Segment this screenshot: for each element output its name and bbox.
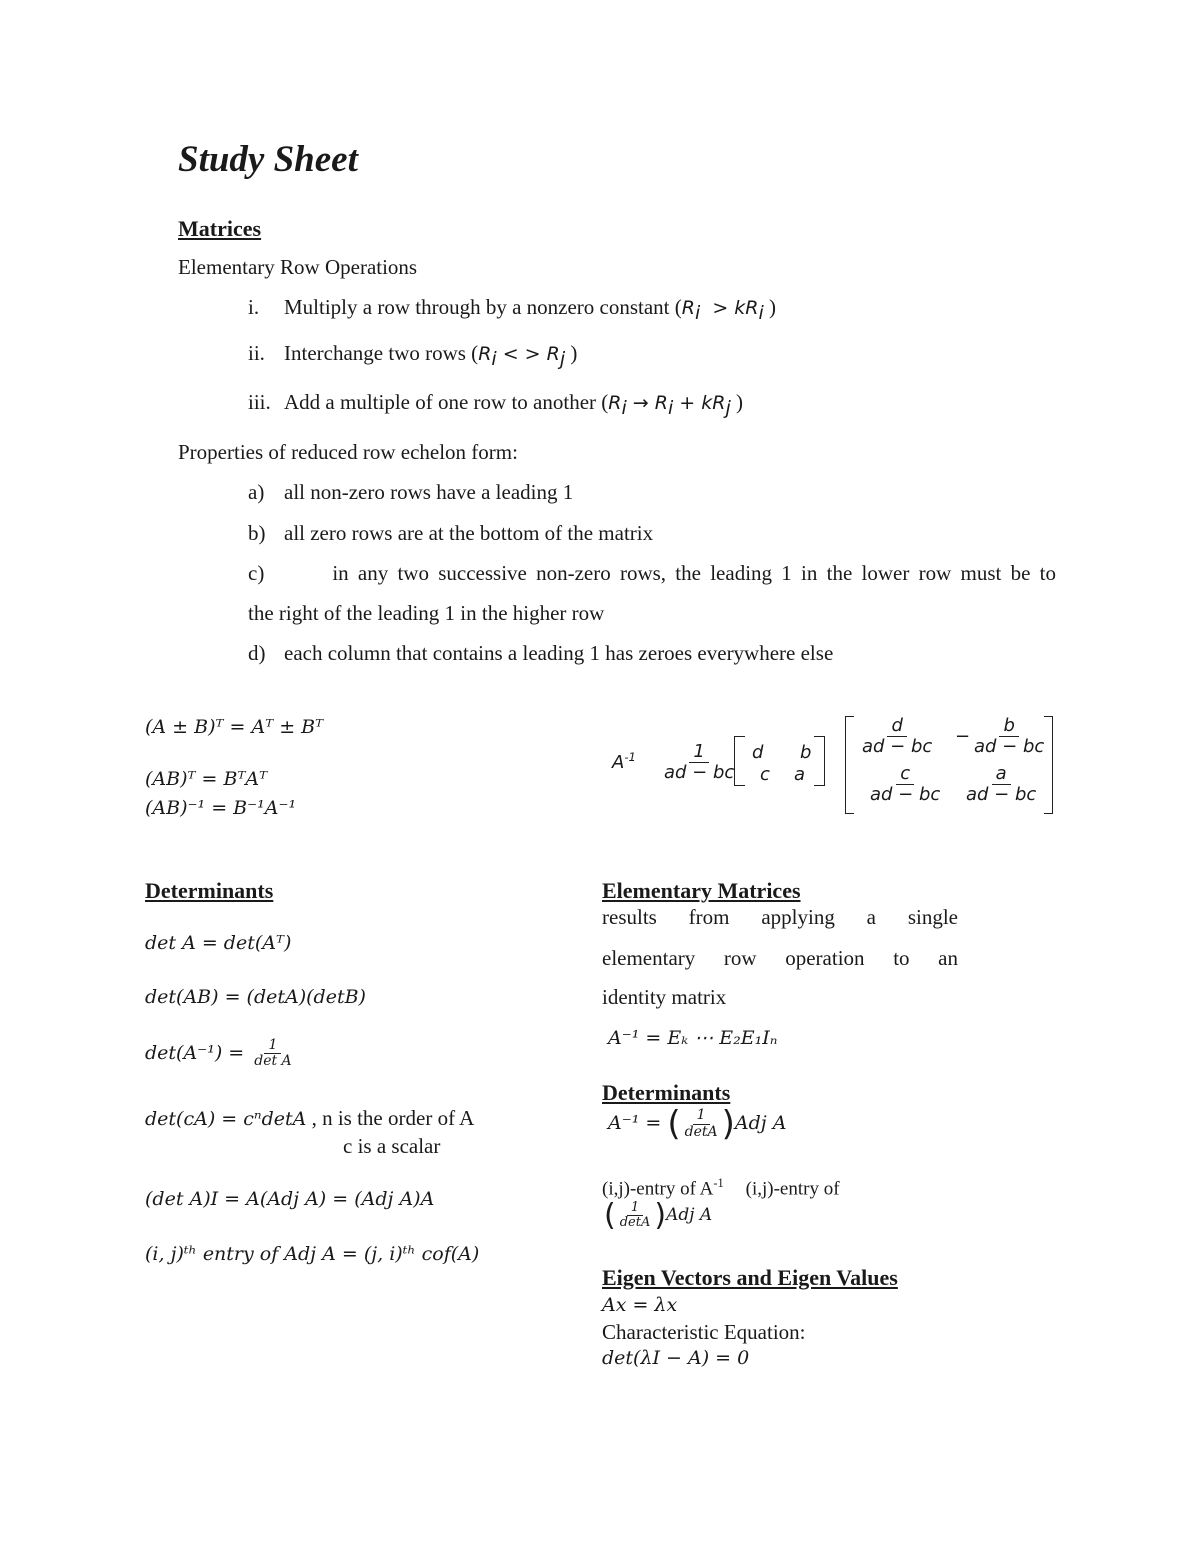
rref-item-b <box>248 521 653 546</box>
det-formula-3 <box>145 1038 296 1070</box>
ero-item-3 <box>248 390 743 419</box>
entry-den: detA <box>619 1215 651 1230</box>
matrices-heading: Matrices <box>178 216 262 241</box>
inverse-lhs-a: A <box>612 752 625 773</box>
inverse-lhs-sup: -1 <box>624 750 636 764</box>
result-minus: − <box>955 726 971 747</box>
rref-heading: Properties of reduced row echelon form: <box>178 440 518 464</box>
det-f4-note2: c is a scalar <box>343 1134 441 1158</box>
r12-den: ad − bc <box>974 735 1045 757</box>
entry-text2: (i,j)-entry of <box>745 1178 840 1200</box>
rref-label: a) <box>248 480 265 504</box>
elem-desc-line-1: results from applying a single <box>602 905 958 929</box>
rref-item-c-cont: the right of the leading 1 in the higher row <box>248 601 605 625</box>
rref-text: all zero rows are at the bottom of the matrix <box>284 521 654 545</box>
ero-sub2: i <box>758 302 764 325</box>
rref-label: b) <box>248 521 266 545</box>
det-f3-den: det A <box>254 1053 292 1070</box>
adj-den: detA <box>684 1123 718 1140</box>
det-formula-2: det(AB) = (detA)(detB) <box>145 986 366 1008</box>
rref-text: each column that contains a leading 1 has zeroes everywhere else <box>284 641 834 665</box>
entry-formula: ( $\frac{1}{\det A}$ )Adj A <box>604 1198 713 1233</box>
det-f3-num: 1 <box>264 1038 281 1054</box>
ero-sub: i <box>621 397 627 420</box>
adj-lhs: A⁻¹ = <box>608 1112 668 1134</box>
r11-den: ad − bc <box>862 735 933 757</box>
ero-text: Multiply a row through by a nonzero constant ( <box>284 295 682 319</box>
rref-item-c <box>248 561 1056 586</box>
r11-num: d <box>887 716 906 737</box>
rref-item-a <box>248 480 573 505</box>
ero-text: Interchange two rows ( <box>284 341 479 365</box>
page-title: Study Sheet <box>178 139 358 180</box>
ero-num: iii. <box>248 390 271 414</box>
r22-den: ad − bc <box>966 783 1037 805</box>
result-r12 <box>970 716 1048 757</box>
matrix-left-bracket <box>734 736 745 786</box>
r22-num: a <box>992 764 1011 785</box>
rref-label: c) <box>248 561 265 585</box>
rref-text: all non-zero rows have a leading 1 <box>284 480 574 504</box>
entry-num: 1 <box>627 1201 643 1216</box>
entry-sup: -1 <box>713 1176 724 1190</box>
ero-num: ii. <box>248 341 265 365</box>
ero-item-2 <box>248 341 577 370</box>
rref-text: in any two successive non-zero rows, the leading 1 in the lower row must be to <box>332 561 1056 585</box>
ero-sub2: j <box>559 348 566 371</box>
coef-num: 1 <box>689 742 708 763</box>
transpose-formula-2: (AB)ᵀ = BᵀAᵀ <box>145 768 268 790</box>
det-f4: det(cA) = cⁿdetA <box>145 1108 307 1130</box>
entry-rhs: Adj A <box>666 1205 713 1225</box>
rref-item-d <box>248 641 833 666</box>
matrix-m22: a <box>794 764 806 785</box>
r12-num: b <box>999 716 1018 737</box>
determinants-right-heading: Determinants <box>602 1080 731 1105</box>
entry-line <box>602 1176 840 1200</box>
ero-sub: i <box>491 348 497 371</box>
ero-arrow: < > <box>496 343 547 365</box>
matrix-right-bracket <box>814 736 825 786</box>
ero-close: ) <box>730 390 743 414</box>
det-f4-note: , n is the order of A <box>306 1106 475 1130</box>
char-equation-label: Characteristic Equation: <box>602 1320 806 1344</box>
ero-expr2: kR <box>734 297 759 319</box>
inverse-coefficient <box>660 742 738 783</box>
det-f3-lhs: det(A⁻¹) = <box>145 1041 251 1064</box>
result-r22 <box>962 764 1040 805</box>
ero-close: ) <box>763 295 777 319</box>
inverse-product-formula: (AB)⁻¹ = B⁻¹A⁻¹ <box>145 797 297 819</box>
r21-den: ad − bc <box>870 783 941 805</box>
ero-expr2: R <box>654 392 668 414</box>
determinants-heading: Determinants <box>145 878 274 903</box>
ero-expr: R <box>681 297 695 319</box>
ero-extra-sub: j <box>725 397 731 420</box>
det-formula-5: (det A)I = A(Adj A) = (Adj A)A <box>145 1188 435 1210</box>
det-formula-1: det A = det(Aᵀ) <box>145 932 292 954</box>
eigen-formula-2: det(λI − A) = 0 <box>602 1347 750 1369</box>
matrix-m12: b <box>800 742 812 763</box>
elem-desc-line-3: identity matrix <box>602 985 727 1009</box>
elementary-matrices-heading: Elementary Matrices <box>602 878 801 903</box>
transpose-formula-1: (A ± B)ᵀ = Aᵀ ± Bᵀ <box>145 716 324 738</box>
ero-close: ) <box>565 341 578 365</box>
adj-inverse-formula: A⁻¹ = ( $\frac{1}{\det A}$ )Adj A <box>608 1104 787 1144</box>
inverse-lhs <box>612 750 636 773</box>
ero-expr: R <box>478 343 492 365</box>
result-right-bracket <box>1044 716 1053 814</box>
r21-num: c <box>896 764 914 785</box>
det-formula-6: (i, j)ᵗʰ entry of Adj A = (j, i)ᵗʰ cof(A) <box>145 1243 480 1265</box>
matrix-m21: c <box>760 764 770 785</box>
coef-den: ad − bc <box>664 761 735 783</box>
ero-expr: R <box>608 392 622 414</box>
result-r11 <box>858 716 936 757</box>
ero-extra: + kR <box>673 392 726 414</box>
eigen-heading: Eigen Vectors and Eigen Values <box>602 1265 898 1290</box>
result-left-bracket <box>845 716 854 814</box>
ero-text: Add a multiple of one row to another ( <box>284 390 609 414</box>
ero-num: i. <box>248 295 260 319</box>
ero-heading: Elementary Row Operations <box>178 255 418 279</box>
ero-arrow: → <box>626 392 655 414</box>
ero-arrow: > <box>700 297 735 319</box>
adj-rhs: Adj A <box>734 1112 787 1134</box>
ero-sub2: i <box>667 397 674 420</box>
ero-item-1 <box>248 295 776 324</box>
det-formula-4 <box>145 1106 474 1131</box>
ero-expr2: R <box>546 343 560 365</box>
entry-text: (i,j)-entry of A <box>602 1178 714 1200</box>
elem-formula: A⁻¹ = Eₖ ⋯ E₂E₁Iₙ <box>608 1027 778 1049</box>
adj-num: 1 <box>693 1108 710 1124</box>
ero-sub: i <box>694 302 701 325</box>
matrix-m11: d <box>752 742 764 763</box>
result-r21 <box>866 764 944 805</box>
elem-desc-line-2: elementary row operation to an <box>602 946 958 970</box>
rref-label: d) <box>248 641 266 665</box>
eigen-formula-1: Ax = λx <box>602 1294 678 1316</box>
